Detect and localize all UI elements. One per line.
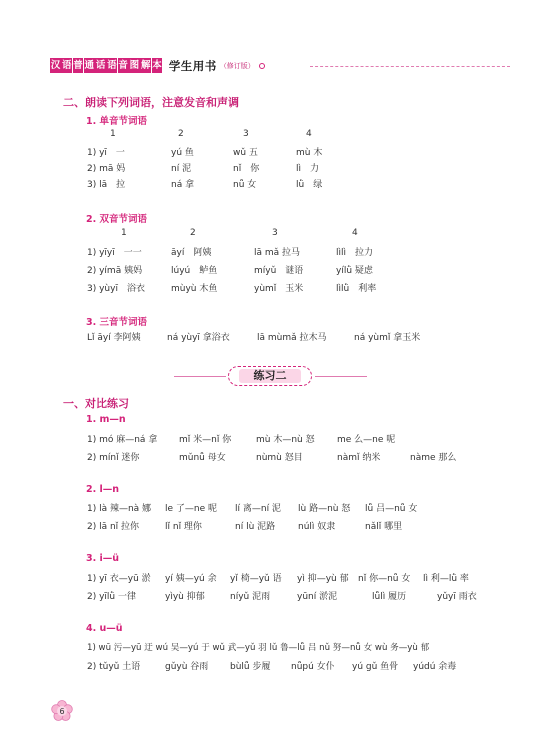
- exercise-title: 练习二: [239, 369, 301, 383]
- word: 1) là 辣—nà 娜: [87, 504, 152, 514]
- word: nùmù 怒目: [256, 453, 303, 463]
- word: yí 姨—yú 余: [165, 574, 217, 584]
- word: lǜ 绿: [296, 180, 323, 190]
- word: nǎlǐ 哪里: [365, 522, 403, 532]
- title-char: 本: [152, 58, 163, 73]
- word: mù 木—nù 怒: [256, 435, 315, 445]
- circle-icon: [259, 63, 265, 69]
- subsection-title-bi: 2. 双音节词语: [86, 214, 148, 225]
- title-char: 话: [95, 58, 106, 73]
- word: ní 泥: [171, 164, 192, 174]
- group-title-i-u: 3. i—ü: [86, 553, 120, 564]
- word: nàmǐ 纳米: [337, 453, 381, 463]
- title-char: 语: [61, 58, 72, 73]
- word: ná yùmǐ 拿玉米: [354, 333, 421, 343]
- word: nàme 那么: [410, 453, 457, 463]
- word: nǚpú 女仆: [291, 662, 335, 672]
- divider-left: [174, 376, 226, 377]
- word: mǐ 米—nǐ 你: [179, 435, 232, 445]
- word: níyǔ 泥雨: [230, 592, 271, 602]
- word: lǚlì 履历: [372, 592, 407, 602]
- word: lā mùmǎ 拉木马: [257, 333, 327, 343]
- word: lì 力: [296, 164, 320, 174]
- word: 1) mó 麻—ná 拿: [87, 435, 158, 445]
- word: nǚ 女: [233, 180, 257, 190]
- word: 2) lā nǐ 拉你: [87, 522, 140, 532]
- column-number: 2: [190, 228, 196, 238]
- word: 3) yùyī 浴衣: [87, 284, 145, 294]
- word: yú gǔ 鱼骨: [352, 662, 399, 672]
- word: mǔnǚ 母女: [179, 453, 226, 463]
- word: lí 离—ní 泥: [235, 504, 281, 514]
- word: ná 拿: [171, 180, 195, 190]
- page-number: 6: [59, 707, 65, 716]
- word: Lǐ āyí 李阿姨: [87, 333, 141, 343]
- exercise-banner: [228, 366, 312, 386]
- word: yùmǐ 玉米: [254, 284, 304, 294]
- group-title-l-n: 2. l—n: [86, 484, 120, 495]
- word-row: 1) wū 污—yū 迂 wú 吴—yú 于 wǔ 武—yǔ 羽 lǔ 鲁—lǚ 吕 nǔ 努—nǚ 女 wù 务—yù 郁: [87, 643, 430, 653]
- word: mùyù 木鱼: [171, 284, 218, 294]
- word: 2) yímā 姨妈: [87, 266, 143, 276]
- column-number: 2: [178, 129, 184, 139]
- section-title-read: 二、朗读下列词语，注意发音和声调: [63, 96, 239, 109]
- word: 1) yīyī 一一: [87, 248, 142, 258]
- word: 2) tǔyǔ 土语: [87, 662, 141, 672]
- word: núlì 奴隶: [298, 522, 336, 532]
- word: gǔyù 谷雨: [165, 662, 209, 672]
- divider-right: [315, 376, 367, 377]
- title-char: 普: [73, 58, 84, 73]
- word: mù 木: [296, 148, 323, 158]
- column-number: 4: [306, 129, 312, 139]
- word: yǔyī 雨衣: [437, 592, 477, 602]
- column-number: 1: [110, 129, 116, 139]
- word: wǔ 五: [233, 148, 258, 158]
- word: le 了—ne 呢: [165, 504, 218, 514]
- word: lì 利—lǜ 率: [423, 574, 469, 584]
- word: yūní 淤泥: [297, 592, 338, 602]
- title-char: 解: [140, 58, 151, 73]
- word: lǚ 吕—nǚ 女: [365, 504, 418, 514]
- word: ná yùyī 拿浴衣: [167, 333, 230, 343]
- word: lǐ nǐ 理你: [165, 522, 202, 532]
- word: lā mǎ 拉马: [254, 248, 301, 258]
- word: yúdú 余毒: [413, 662, 457, 672]
- word: āyí 阿姨: [171, 248, 212, 258]
- title-char: 音: [118, 58, 129, 73]
- section-title-contrast: 一、对比练习: [63, 397, 129, 410]
- subsection-title-mono: 1. 单音节词语: [86, 116, 148, 127]
- word: yì 抑—yù 郁: [297, 574, 349, 584]
- word: lìlì 拉力: [336, 248, 374, 258]
- column-number: 1: [121, 228, 127, 238]
- page-number-badge: [51, 700, 73, 722]
- word: me 么—ne 呢: [337, 435, 396, 445]
- word: lúyú 鲈鱼: [171, 266, 218, 276]
- word: 2) mā 妈: [87, 164, 126, 174]
- word: lìlǜ 利率: [336, 284, 377, 294]
- word: 2) yīlǜ 一律: [87, 592, 136, 602]
- word: yǐ 椅—yǔ 语: [230, 574, 282, 584]
- word: 3) lā 拉: [87, 180, 126, 190]
- word: lù 路—nù 怒: [298, 504, 351, 514]
- column-number: 4: [352, 228, 358, 238]
- word: bùlǚ 步履: [230, 662, 271, 672]
- word: ní lù 泥路: [235, 522, 276, 532]
- book-header: [50, 56, 265, 75]
- group-title-m-n: 1. m—n: [86, 414, 126, 425]
- word: nǐ 你: [233, 164, 260, 174]
- book-subtitle: 学生用书: [168, 58, 217, 73]
- word: míyǔ 谜语: [254, 266, 304, 276]
- group-title-u-u: 4. u—ü: [86, 623, 123, 634]
- edition-label: （修订版）: [219, 61, 255, 70]
- flower-icon: [51, 700, 73, 722]
- column-number: 3: [272, 228, 278, 238]
- word: yú 鱼: [171, 148, 194, 158]
- title-char: 通: [84, 58, 95, 73]
- subsection-title-tri: 3. 三音节词语: [86, 317, 148, 328]
- title-char: 语: [106, 58, 117, 73]
- column-number: 3: [243, 129, 249, 139]
- title-char: 图: [129, 58, 140, 73]
- word: yìyù 抑郁: [165, 592, 205, 602]
- word: 1) yī 衣—yū 淤: [87, 574, 151, 584]
- word: yílǜ 疑虑: [336, 266, 373, 276]
- word: 2) mínǐ 迷你: [87, 453, 140, 463]
- word: 1) yī 一: [87, 148, 125, 158]
- word: nǐ 你—nǚ 女: [358, 574, 411, 584]
- title-char: 汉: [50, 58, 61, 73]
- header-dashed-rule: [310, 66, 510, 67]
- book-title: [50, 58, 163, 73]
